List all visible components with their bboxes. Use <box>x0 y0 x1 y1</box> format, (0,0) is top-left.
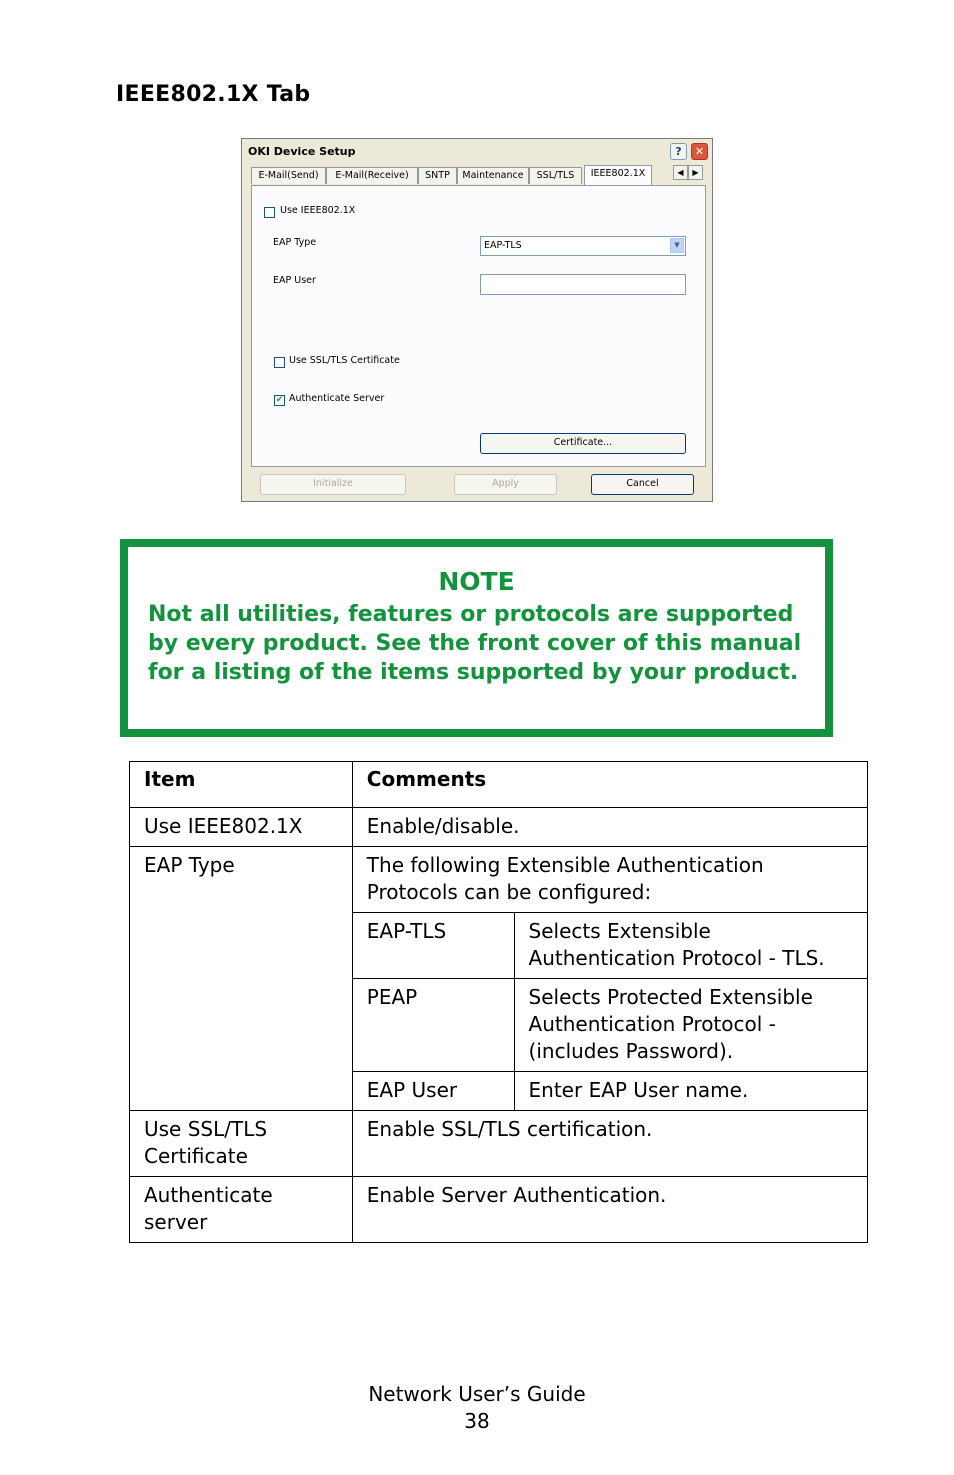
table-row <box>130 808 868 847</box>
note-box <box>120 539 833 737</box>
header-item: Item <box>130 762 353 808</box>
dialog-titlebar <box>242 139 712 163</box>
table-row <box>130 847 868 913</box>
tab-email-send[interactable]: E-Mail(Send) <box>251 167 326 184</box>
tab-sntp[interactable]: SNTP <box>418 167 457 184</box>
tab-scroll-left-icon[interactable]: ◀ <box>673 165 688 180</box>
close-icon[interactable]: ✕ <box>691 143 708 160</box>
row-item: Authenticate server <box>130 1177 353 1243</box>
tab-scroll-right-icon[interactable]: ▶ <box>688 165 703 180</box>
table-row <box>130 1177 868 1243</box>
oki-device-setup-dialog <box>241 138 713 502</box>
table-row <box>130 1111 868 1177</box>
tab-ssl-tls[interactable]: SSL/TLS <box>529 167 582 184</box>
row-item: Use SSL/TLS Certificate <box>130 1111 353 1177</box>
use-ssl-certificate-label: Use SSL/TLS Certificate <box>289 355 400 366</box>
use-ieee-checkbox[interactable] <box>264 207 275 218</box>
page-footer <box>0 1381 954 1435</box>
row-item: EAP Type <box>130 847 353 1111</box>
subrow-desc: Enter EAP User name. <box>514 1072 867 1111</box>
tab-email-receive[interactable]: E-Mail(Receive) <box>326 167 418 184</box>
eap-type-label: EAP Type <box>273 237 317 248</box>
eap-type-select[interactable] <box>480 236 686 256</box>
certificate-button[interactable]: Certificate... <box>480 433 686 454</box>
tab-ieee8021x[interactable]: IEEE802.1X <box>584 165 652 185</box>
table-header-row <box>130 762 868 808</box>
ieee8021x-panel <box>251 185 706 467</box>
apply-button[interactable]: Apply <box>454 474 557 495</box>
chevron-down-icon[interactable]: ▼ <box>670 238 684 253</box>
eap-type-value: EAP-TLS <box>484 240 522 251</box>
authenticate-server-label: Authenticate Server <box>289 393 385 404</box>
subrow-name: EAP User <box>352 1072 514 1111</box>
subrow-desc: Selects Extensible Authentication Protocol - TLS. <box>514 913 867 979</box>
guide-title: Network User’s Guide <box>368 1382 586 1406</box>
eap-user-label: EAP User <box>273 275 316 286</box>
subrow-name: EAP-TLS <box>352 913 514 979</box>
tab-strip <box>251 165 704 185</box>
use-ssl-certificate-checkbox[interactable] <box>274 357 285 368</box>
initialize-button[interactable]: Initialize <box>260 474 406 495</box>
row-comment: The following Extensible Authentication Protocols can be configured: <box>352 847 867 913</box>
page-number: 38 <box>464 1409 490 1433</box>
subrow-name: PEAP <box>352 979 514 1072</box>
help-icon[interactable]: ? <box>670 143 687 160</box>
row-item: Use IEEE802.1X <box>130 808 353 847</box>
section-heading: IEEE802.1X Tab <box>116 82 311 107</box>
subrow-desc: Selects Protected Extensible Authentication Protocol - (includes Password). <box>514 979 867 1072</box>
authenticate-server-checkbox[interactable]: ✔ <box>275 395 284 405</box>
note-title: NOTE <box>438 567 515 596</box>
note-text: Not all utilities, features or protocols are supported by every product. See the front cover of this manual for a listing of the items supported by your product. <box>148 602 802 685</box>
items-table <box>129 761 868 1243</box>
row-comment: Enable Server Authentication. <box>352 1177 867 1243</box>
cancel-button[interactable]: Cancel <box>591 474 694 495</box>
row-comment: Enable SSL/TLS certification. <box>352 1111 867 1177</box>
header-comments: Comments <box>352 762 867 808</box>
dialog-title: OKI Device Setup <box>248 145 356 158</box>
tab-maintenance[interactable]: Maintenance <box>457 167 529 184</box>
eap-user-input[interactable] <box>480 274 686 295</box>
row-comment: Enable/disable. <box>352 808 867 847</box>
use-ieee-label: Use IEEE802.1X <box>280 205 356 216</box>
